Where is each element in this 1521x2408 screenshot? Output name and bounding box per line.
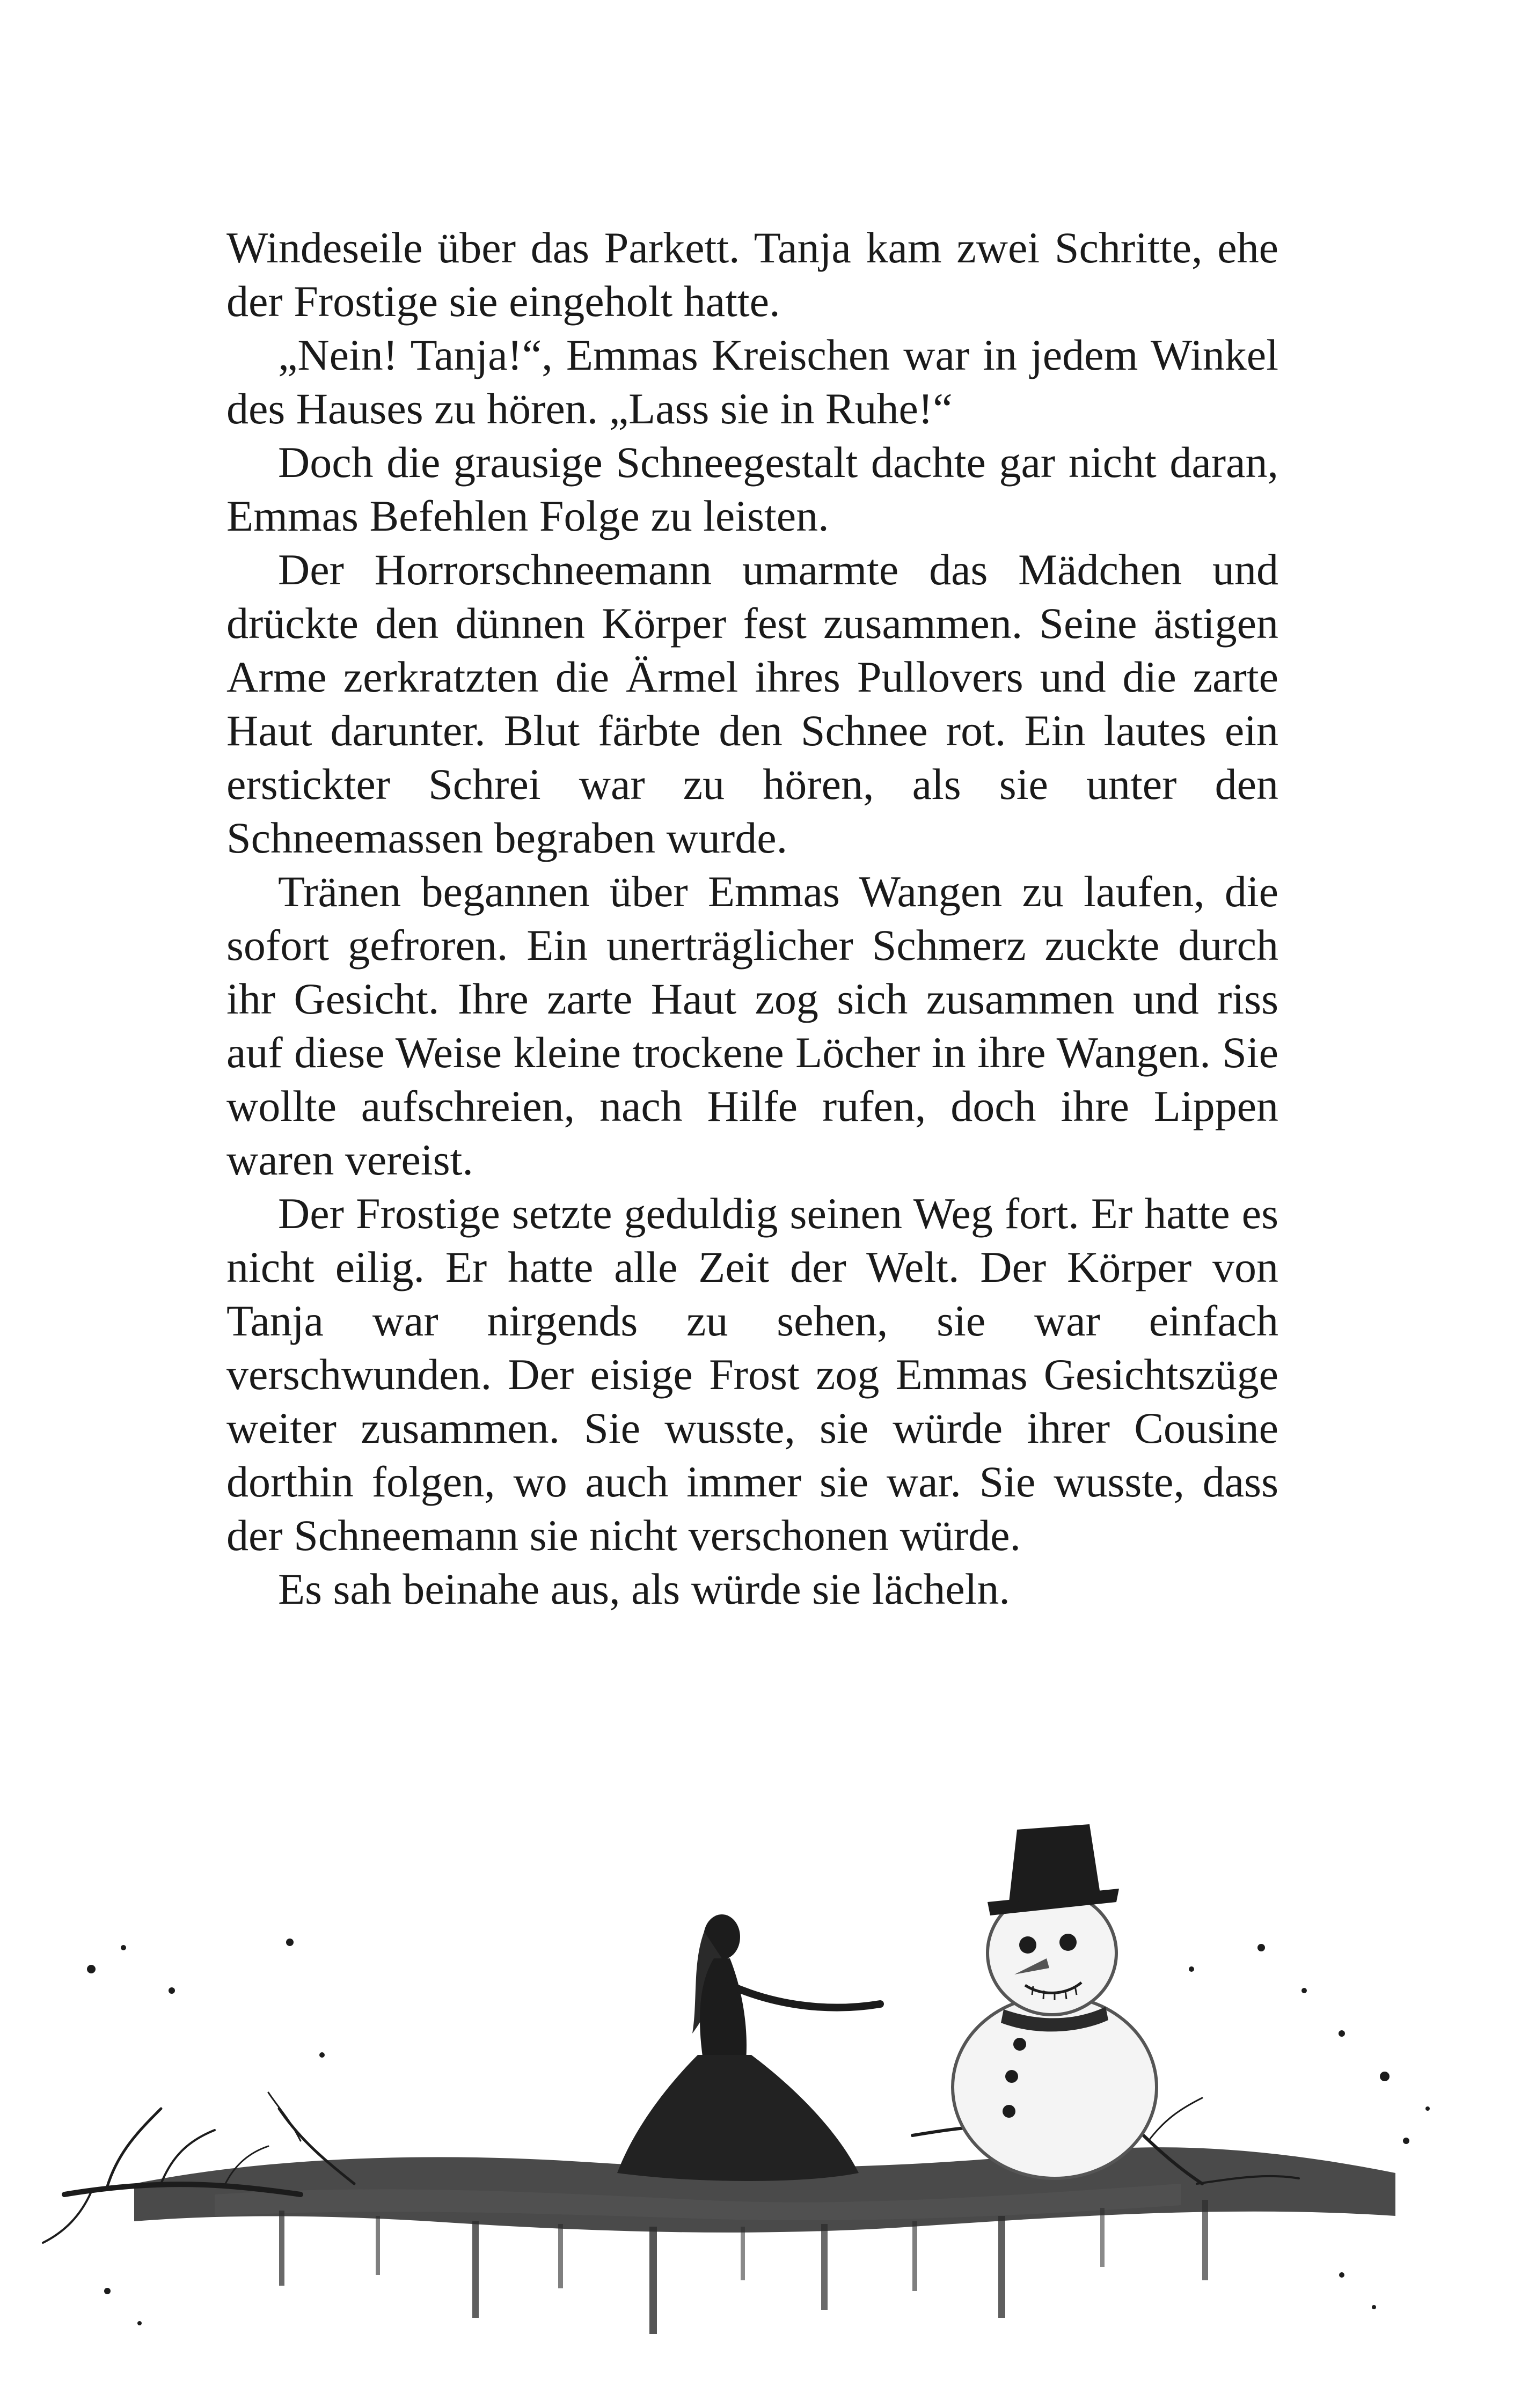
paragraph-3: Doch die grausige Schneegestalt dachte gar nicht daran, Emmas Befehlen Folge zu leisten. bbox=[226, 438, 1278, 540]
paragraph-2: „Nein! Tanja!“, Emmas Kreischen war in jedem Winkel des Hauses zu hören. „Lass sie in Ruhe!“ bbox=[226, 331, 1278, 433]
paragraph-6: Der Frostige setzte geduldig seinen Weg fort. Er hatte es nicht eilig. Er hatte alle Zeit der Welt. Der Körper von Tanja war nirgends zu sehen, sie war einfach verschwunden. Der eisige Frost zog Emmas Gesichtszüge weiter zusammen. Sie wusste, sie würde ihrer Cousine dorthin folgen, wo auch immer sie war. Sie wusste, dass der Schneemann sie nicht verschonen würde. bbox=[226, 1189, 1278, 1560]
paragraph-4: Der Horrorschneemann umarmte das Mädchen und drückte den dünnen Körper fest zusammen. Seine ästigen Arme zerkratzten die Ärmel ihres Pullovers und die zarte Haut darunter. Blut färbte den Schnee rot. Ein lautes ein erstickter Schrei war zu hören, als sie unter den Schneemassen begraben wurde. bbox=[226, 545, 1278, 862]
body-text bbox=[226, 221, 1278, 1616]
paragraph-1: Windeseile über das Parkett. Tanja kam zwei Schritte, ehe der Frostige sie eingeholt hatte. bbox=[226, 223, 1278, 326]
paragraph-7: Es sah beinahe aus, als würde sie lächeln. bbox=[278, 1565, 1010, 1613]
snowman-figure bbox=[953, 1824, 1157, 2178]
snowman-girl-illustration bbox=[0, 1808, 1521, 2372]
paragraph-5: Tränen begannen über Emmas Wangen zu laufen, die sofort gefroren. Ein unerträglicher Schmerz zuckte durch ihr Gesicht. Ihre zarte Haut zog sich zusammen und riss auf diese Weise kleine trockene Löcher in ihre Wangen. Sie wollte aufschreien, nach Hilfe rufen, doch ihre Lippen waren vereist. bbox=[226, 867, 1278, 1184]
girl-figure bbox=[617, 1914, 880, 2181]
